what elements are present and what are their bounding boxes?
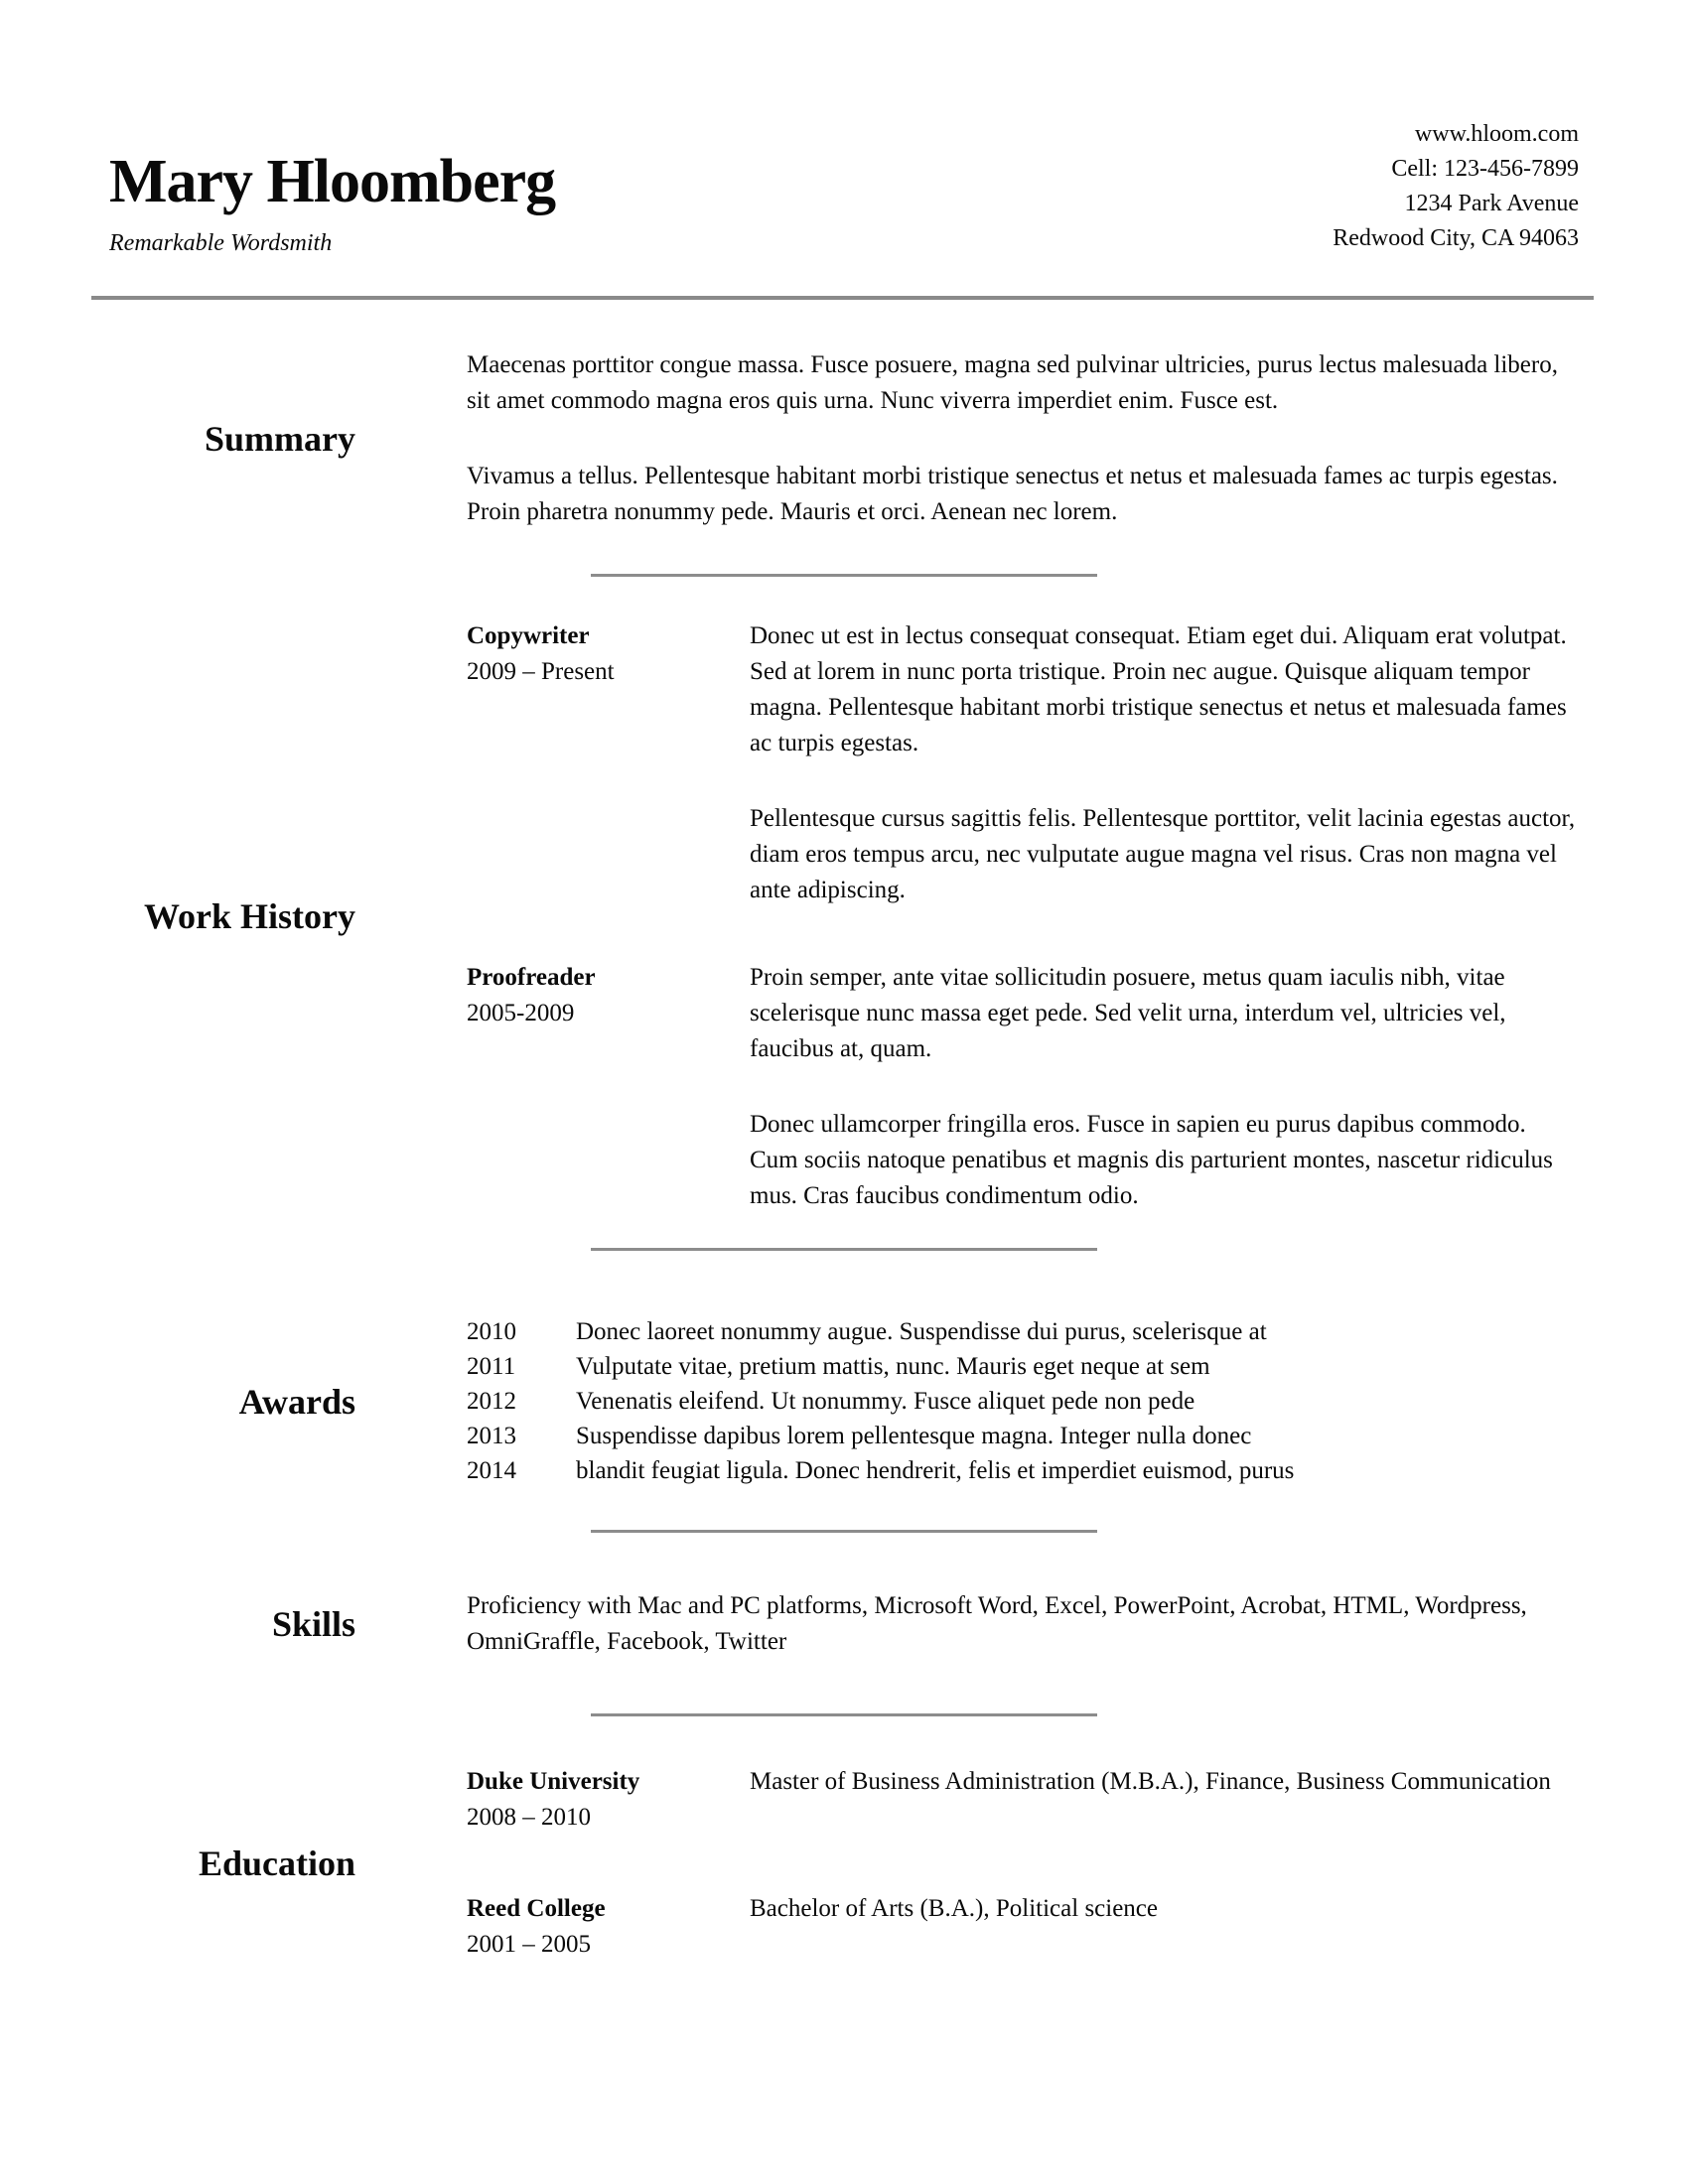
contact-city: Redwood City, CA 94063 xyxy=(1333,225,1579,251)
skills-content xyxy=(467,1588,1579,1660)
contact-street: 1234 Park Avenue xyxy=(1404,191,1579,216)
job-entry xyxy=(467,618,1579,908)
school-entry xyxy=(467,1891,1579,1963)
job-description xyxy=(750,960,1579,1214)
school-degree: Master of Business Administration (M.B.A.), Finance, Business Communication xyxy=(750,1768,1551,1795)
award-text: blandit feugiat ligula. Donec hendrerit, felis et imperdiet euismod, purus xyxy=(576,1457,1295,1484)
summary-paragraph: Maecenas porttitor congue massa. Fusce posuere, magna sed pulvinar ultricies, purus lectus malesuada libero, sit amet commodo magna eros quis urna. Nunc viverra imperdiet enim. Fusce est. xyxy=(467,351,1558,414)
award-row xyxy=(467,1384,1579,1419)
education-content xyxy=(467,1764,1579,1963)
section-divider xyxy=(591,1713,1097,1716)
person-name: Mary Hloomberg xyxy=(109,147,556,215)
school-entry xyxy=(467,1764,1579,1836)
award-year: 2011 xyxy=(467,1353,516,1380)
section-label-work-history: Work History xyxy=(144,896,355,936)
school-name: Duke University xyxy=(467,1768,640,1795)
section-label-education: Education xyxy=(198,1843,355,1883)
job-head xyxy=(467,960,750,1214)
award-row xyxy=(467,1349,1579,1384)
job-paragraph: Donec ut est in lectus consequat consequat. Etiam eget dui. Aliquam erat volutpat. Sed at lorem in nunc porta tristique. Proin nec augue. Quisque aliquam tempor magna. Pellentesque habitant morbi tristique senectus et netus et malesuada fames ac turpis egestas. xyxy=(750,622,1567,756)
job-entry xyxy=(467,960,1579,1214)
school-head xyxy=(467,1891,750,1963)
school-degree: Bachelor of Arts (B.A.), Political science xyxy=(750,1895,1158,1922)
job-title: Copywriter xyxy=(467,622,590,649)
section-label-skills: Skills xyxy=(271,1604,355,1644)
job-paragraph: Pellentesque cursus sagittis felis. Pellentesque porttitor, velit lacinia egestas auctor, diam eros tempus arcu, nec vulputate augue magna vel risus. Cras non magna vel ante adipiscing. xyxy=(750,805,1576,903)
school-dates: 2001 – 2005 xyxy=(467,1931,591,1958)
section-skills xyxy=(0,1588,1688,1660)
contact-phone: Cell: 123-456-7899 xyxy=(1391,156,1579,182)
job-paragraph: Proin semper, ante vitae sollicitudin posuere, metus quam iaculis nibh, vitae scelerisque nunc massa eget pede. Sed velit urna, interdum vel, ultricies vel, faucibus at, quam. xyxy=(750,964,1506,1062)
section-summary xyxy=(0,347,1688,530)
contact-block xyxy=(1333,117,1579,258)
award-row xyxy=(467,1453,1579,1488)
job-paragraph: Donec ullamcorper fringilla eros. Fusce in sapien eu purus dapibus commodo. Cum sociis natoque penatibus et magnis dis parturient montes, nascetur ridiculus mus. Cras faucibus condimentum odio. xyxy=(750,1111,1553,1209)
work-history-content xyxy=(467,618,1579,1214)
section-label-awards: Awards xyxy=(238,1381,355,1422)
award-year: 2013 xyxy=(467,1423,516,1449)
section-education xyxy=(0,1764,1688,1963)
section-divider xyxy=(591,1248,1097,1251)
header xyxy=(109,117,1579,258)
job-description xyxy=(750,618,1579,908)
header-rule xyxy=(91,296,1594,300)
skills-text: Proficiency with Mac and PC platforms, Microsoft Word, Excel, PowerPoint, Acrobat, HTML, Wordpress, OmniGraffle, Facebook, Twitter xyxy=(467,1592,1527,1655)
school-name: Reed College xyxy=(467,1895,606,1922)
summary-content xyxy=(467,347,1579,530)
award-text: Donec laoreet nonummy augue. Suspendisse dui purus, scelerisque at xyxy=(576,1318,1267,1345)
contact-website: www.hloom.com xyxy=(1414,121,1579,147)
section-label-summary: Summary xyxy=(205,419,355,459)
award-row xyxy=(467,1419,1579,1453)
school-head xyxy=(467,1764,750,1836)
award-text: Venenatis eleifend. Ut nonummy. Fusce aliquet pede non pede xyxy=(576,1388,1196,1415)
award-year: 2014 xyxy=(467,1457,516,1484)
job-head xyxy=(467,618,750,908)
award-year: 2010 xyxy=(467,1318,516,1345)
section-divider xyxy=(591,1530,1097,1533)
section-work-history xyxy=(0,618,1688,1214)
section-divider xyxy=(591,574,1097,577)
school-dates: 2008 – 2010 xyxy=(467,1804,591,1831)
award-text: Suspendisse dapibus lorem pellentesque magna. Integer nulla donec xyxy=(576,1423,1252,1449)
job-dates: 2005-2009 xyxy=(467,1000,575,1026)
job-title: Proofreader xyxy=(467,964,596,991)
identity-block xyxy=(109,148,555,258)
award-row xyxy=(467,1314,1579,1349)
awards-content xyxy=(467,1314,1579,1488)
award-text: Vulputate vitae, pretium mattis, nunc. Mauris eget neque at sem xyxy=(576,1353,1210,1380)
person-tagline: Remarkable Wordsmith xyxy=(109,230,333,256)
award-year: 2012 xyxy=(467,1388,516,1415)
summary-paragraph: Vivamus a tellus. Pellentesque habitant morbi tristique senectus et netus et malesuada fames ac turpis egestas. Proin pharetra nonummy pede. Mauris et orci. Aenean nec lorem. xyxy=(467,463,1558,525)
section-awards xyxy=(0,1314,1688,1488)
job-dates: 2009 – Present xyxy=(467,658,615,685)
